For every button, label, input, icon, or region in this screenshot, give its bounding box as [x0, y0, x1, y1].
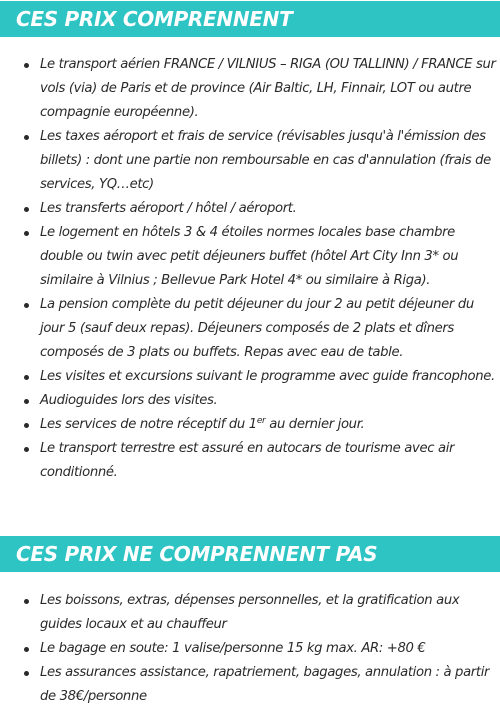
bullet-icon [24, 423, 29, 428]
bullet-icon [24, 63, 29, 68]
included-list [0, 53, 500, 485]
list-item-text: Les transferts aéroport / hôtel / aéroport. [40, 201, 297, 216]
bullet-icon [24, 399, 29, 404]
list-item [0, 221, 500, 293]
bullet-icon [24, 375, 29, 380]
list-item [0, 365, 500, 389]
list-item-text: Le transport terrestre est assuré en autocars de tourisme avec air conditionné. [40, 441, 455, 480]
bullet-icon [24, 671, 29, 676]
section-title-included: CES PRIX COMPRENNENT [0, 1, 500, 37]
list-item-text: Le transport aérien FRANCE / VILNIUS – RIGA (OU TALLINN) / FRANCE sur vols (via) de Paris et de province (Air Baltic, LH, Finnair, LOT ou autre compagnie européenne). [40, 57, 496, 120]
list-item [0, 437, 500, 485]
bullet-icon [24, 135, 29, 140]
bullet-icon [24, 303, 29, 308]
list-item [0, 661, 500, 709]
list-item-text: Les taxes aéroport et frais de service (révisables jusqu'à l'émission des billets) : dont une partie non remboursable en cas d'annulation (frais de services, YQ…etc) [40, 129, 491, 192]
bullet-icon [24, 231, 29, 236]
excluded-list [0, 589, 500, 709]
list-item-text: Les boissons, extras, dépenses personnelles, et la gratification aux guides locaux et au chauffeur [40, 593, 460, 632]
list-item [0, 413, 500, 437]
list-item-text: Les assurances assistance, rapatriement, bagages, annulation : à partir de 38€/personne [40, 665, 490, 704]
list-item [0, 637, 500, 661]
list-item [0, 389, 500, 413]
section-title-excluded: CES PRIX NE COMPRENNENT PAS [0, 536, 500, 572]
list-item-text: Le logement en hôtels 3 & 4 étoiles normes locales base chambre double ou twin avec petit déjeuners buffet (hôtel Art City Inn 3* ou similaire à Vilnius ; Bellevue Park Hotel 4* ou similaire à Riga). [40, 225, 459, 288]
ordinal-suffix: er [256, 416, 266, 426]
list-item [0, 197, 500, 221]
list-item-text: La pension complète du petit déjeuner du jour 2 au petit déjeuner du jour 5 (sauf deux repas). Déjeuners composés de 2 plats et dîners composés de 3 plats ou buffets. Repas avec eau de table. [40, 297, 474, 360]
list-item [0, 589, 500, 637]
list-item-text: Le bagage en soute: 1 valise/personne 15 kg max. AR: +80 € [40, 641, 426, 656]
bullet-icon [24, 599, 29, 604]
list-item-text: Les visites et excursions suivant le programme avec guide francophone. [40, 369, 495, 384]
bullet-icon [24, 207, 29, 212]
bullet-icon [24, 447, 29, 452]
bullet-icon [24, 647, 29, 652]
list-item [0, 53, 500, 125]
list-item-text-start: Les services de notre réceptif du 1 [40, 417, 257, 432]
list-item-text-end: au dernier jour. [265, 417, 365, 432]
list-item [0, 293, 500, 365]
list-item-text: Audioguides lors des visites. [40, 393, 218, 408]
list-item [0, 125, 500, 197]
